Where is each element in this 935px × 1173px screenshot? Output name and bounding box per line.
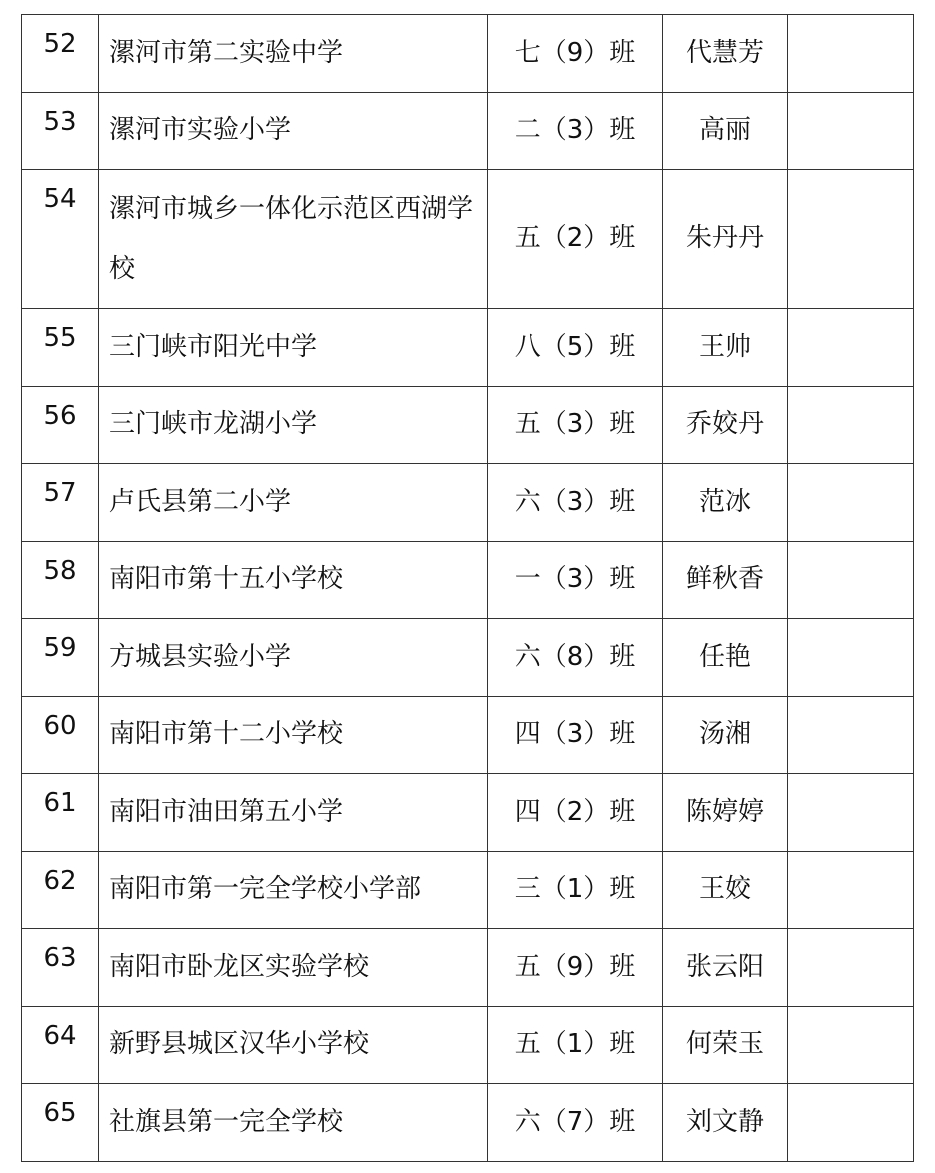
school-name: 漯河市第二实验中学 (99, 15, 488, 93)
school-name: 漯河市实验小学 (99, 92, 488, 170)
empty-cell (788, 541, 914, 619)
school-name: 漯河市城乡一体化示范区西湖学校 (99, 170, 488, 309)
row-number: 58 (22, 541, 99, 619)
empty-cell (788, 92, 914, 170)
school-name: 社旗县第一完全学校 (99, 1084, 488, 1162)
teacher-name: 范冰 (663, 464, 788, 542)
school-name: 新野县城区汉华小学校 (99, 1006, 488, 1084)
table-row (22, 386, 914, 464)
row-number: 54 (22, 170, 99, 309)
class-name: 二（3）班 (488, 92, 663, 170)
class-name: 四（2）班 (488, 774, 663, 852)
table-row (22, 15, 914, 93)
teacher-name: 何荣玉 (663, 1006, 788, 1084)
class-name: 四（3）班 (488, 696, 663, 774)
row-number: 52 (22, 15, 99, 93)
school-name: 南阳市卧龙区实验学校 (99, 929, 488, 1007)
class-name: 五（3）班 (488, 386, 663, 464)
table-row (22, 309, 914, 387)
school-name: 南阳市第一完全学校小学部 (99, 851, 488, 929)
teacher-name: 鲜秋香 (663, 541, 788, 619)
school-name: 三门峡市阳光中学 (99, 309, 488, 387)
class-name: 三（1）班 (488, 851, 663, 929)
school-name: 方城县实验小学 (99, 619, 488, 697)
table-row (22, 619, 914, 697)
row-number: 60 (22, 696, 99, 774)
class-name: 六（3）班 (488, 464, 663, 542)
row-number: 63 (22, 929, 99, 1007)
class-name: 八（5）班 (488, 309, 663, 387)
teacher-name: 刘文静 (663, 1084, 788, 1162)
class-name: 五（9）班 (488, 929, 663, 1007)
empty-cell (788, 851, 914, 929)
teacher-name: 汤湘 (663, 696, 788, 774)
roster-table (21, 14, 914, 1162)
row-number: 59 (22, 619, 99, 697)
school-name: 三门峡市龙湖小学 (99, 386, 488, 464)
row-number: 57 (22, 464, 99, 542)
row-number: 55 (22, 309, 99, 387)
empty-cell (788, 774, 914, 852)
teacher-name: 朱丹丹 (663, 170, 788, 309)
school-name: 卢氏县第二小学 (99, 464, 488, 542)
teacher-name: 张云阳 (663, 929, 788, 1007)
empty-cell (788, 170, 914, 309)
class-name: 一（3）班 (488, 541, 663, 619)
teacher-name: 陈婷婷 (663, 774, 788, 852)
school-name: 南阳市第十五小学校 (99, 541, 488, 619)
school-name: 南阳市第十二小学校 (99, 696, 488, 774)
table-row (22, 1006, 914, 1084)
table-row (22, 774, 914, 852)
school-name: 南阳市油田第五小学 (99, 774, 488, 852)
empty-cell (788, 619, 914, 697)
table-row (22, 1084, 914, 1162)
class-name: 五（2）班 (488, 170, 663, 309)
row-number: 61 (22, 774, 99, 852)
table-row (22, 851, 914, 929)
empty-cell (788, 15, 914, 93)
table-row (22, 92, 914, 170)
teacher-name: 乔姣丹 (663, 386, 788, 464)
teacher-name: 任艳 (663, 619, 788, 697)
table-row (22, 170, 914, 309)
class-name: 七（9）班 (488, 15, 663, 93)
class-name: 五（1）班 (488, 1006, 663, 1084)
empty-cell (788, 929, 914, 1007)
class-name: 六（7）班 (488, 1084, 663, 1162)
row-number: 53 (22, 92, 99, 170)
row-number: 62 (22, 851, 99, 929)
empty-cell (788, 386, 914, 464)
empty-cell (788, 464, 914, 542)
table-row (22, 929, 914, 1007)
empty-cell (788, 1084, 914, 1162)
row-number: 65 (22, 1084, 99, 1162)
row-number: 64 (22, 1006, 99, 1084)
row-number: 56 (22, 386, 99, 464)
teacher-name: 王姣 (663, 851, 788, 929)
table-row (22, 696, 914, 774)
teacher-name: 代慧芳 (663, 15, 788, 93)
table-row (22, 464, 914, 542)
empty-cell (788, 696, 914, 774)
class-name: 六（8）班 (488, 619, 663, 697)
empty-cell (788, 1006, 914, 1084)
teacher-name: 王帅 (663, 309, 788, 387)
table-row (22, 541, 914, 619)
empty-cell (788, 309, 914, 387)
teacher-name: 高丽 (663, 92, 788, 170)
